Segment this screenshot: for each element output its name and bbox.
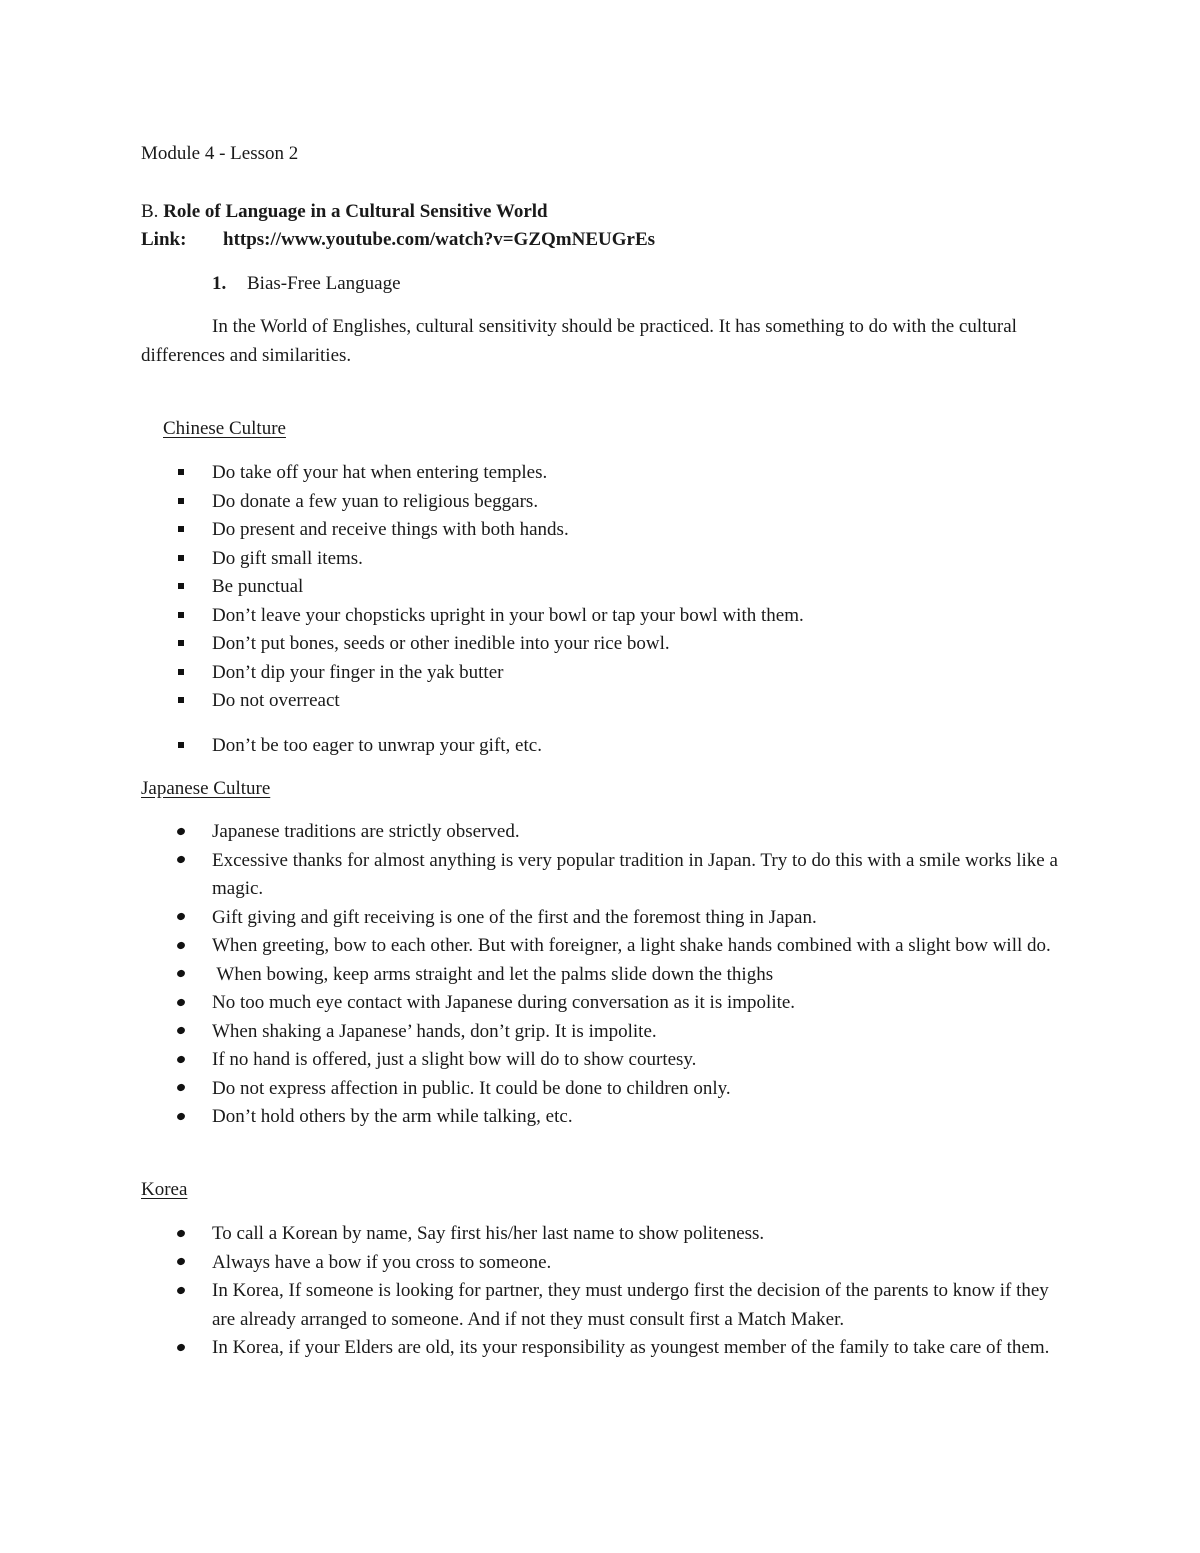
list-item: To call a Korean by name, Say first his/her last name to show politeness. (0, 1220, 1062, 1249)
list-item: Do present and receive things with both hands. (0, 516, 1062, 545)
square-bullet-icon (178, 697, 184, 703)
disc-bullet-icon (176, 1257, 186, 1266)
list-item: Don’t dip your finger in the yak butter (0, 659, 1062, 688)
disc-bullet-icon (176, 1083, 186, 1092)
list-item: Japanese traditions are strictly observed. (0, 818, 1062, 847)
disc-bullet-icon (176, 969, 186, 978)
list-item: Do not overreact (0, 687, 1062, 716)
video-link[interactable]: https://www.youtube.com/watch?v=GZQmNEUGrEs (223, 229, 656, 250)
list-item: When shaking a Japanese’ hands, don’t grip. It is impolite. (0, 1018, 1062, 1047)
list-item: Excessive thanks for almost anything is very popular tradition in Japan. Try to do this with a smile works like a magic. (0, 847, 1062, 904)
square-bullet-icon (178, 669, 184, 675)
intro-paragraph: In the World of Englishes, cultural sensitivity should be practiced. It has something to do with the cultural differences and similarities. (141, 316, 1017, 366)
section-letter: B. (141, 201, 159, 222)
disc-bullet-icon (176, 1026, 186, 1035)
square-bullet-icon (178, 612, 184, 618)
list-item: Do gift small items. (0, 545, 1062, 574)
list-item: No too much eye contact with Japanese during conversation as it is impolite. (0, 989, 1062, 1018)
square-bullet-icon (178, 526, 184, 532)
square-bullet-icon (178, 555, 184, 561)
link-label: Link: (141, 229, 187, 250)
list-item: Do donate a few yuan to religious beggars. (0, 488, 1062, 517)
module-heading: Module 4 - Lesson 2 (141, 143, 299, 164)
list-item: Don’t put bones, seeds or other inedible into your rice bowl. (0, 630, 1062, 659)
disc-bullet-icon (176, 997, 186, 1006)
square-bullet-icon (178, 742, 184, 748)
list-item: When bowing, keep arms straight and let the palms slide down the thighs (0, 961, 1062, 990)
japanese-culture-heading: Japanese Culture (141, 778, 271, 799)
korea-list (0, 1220, 1200, 1363)
list-item: Don’t hold others by the arm while talking, etc. (0, 1103, 1062, 1132)
list-item: When greeting, bow to each other. But with foreigner, a light shake hands combined with a slight bow will do. (0, 932, 1062, 961)
list-item: Gift giving and gift receiving is one of the first and the foremost thing in Japan. (0, 904, 1062, 933)
square-bullet-icon (178, 469, 184, 475)
section-title-line (141, 198, 548, 227)
square-bullet-icon (178, 498, 184, 504)
disc-bullet-icon (176, 912, 186, 921)
list-item: If no hand is offered, just a slight bow will do to show courtesy. (0, 1046, 1062, 1075)
section-title: Role of Language in a Cultural Sensitive World (163, 201, 548, 222)
list-item: Don’t leave your chopsticks upright in your bowl or tap your bowl with them. (0, 602, 1062, 631)
square-bullet-icon (178, 583, 184, 589)
chinese-culture-list (0, 459, 1200, 760)
disc-bullet-icon (176, 1342, 186, 1351)
disc-bullet-icon (176, 1054, 186, 1063)
list-item: Do take off your hat when entering temples. (0, 459, 1062, 488)
subsection-number: 1. (212, 273, 227, 294)
link-line (141, 226, 186, 255)
list-item: In Korea, If someone is looking for partner, they must undergo first the decision of the parents to know if they are already arranged to someone. And if not they must consult first a Match Maker. (0, 1277, 1062, 1334)
chinese-culture-heading: Chinese Culture (163, 418, 286, 439)
list-item: Don’t be too eager to unwrap your gift, etc. (0, 732, 1062, 761)
list-item: Always have a bow if you cross to someone. (0, 1249, 1062, 1278)
japanese-culture-list (0, 818, 1200, 1132)
korea-heading: Korea (141, 1179, 188, 1200)
list-item: Do not express affection in public. It could be done to children only. (0, 1075, 1062, 1104)
disc-bullet-icon (176, 940, 186, 949)
disc-bullet-icon (176, 1111, 186, 1120)
disc-bullet-icon (176, 1228, 186, 1237)
square-bullet-icon (178, 640, 184, 646)
list-item: Be punctual (0, 573, 1062, 602)
subsection-title: Bias-Free Language (247, 273, 401, 294)
list-item: In Korea, if your Elders are old, its your responsibility as youngest member of the family to take care of them. (0, 1334, 1062, 1363)
disc-bullet-icon (176, 855, 186, 864)
disc-bullet-icon (176, 826, 186, 835)
disc-bullet-icon (176, 1285, 186, 1294)
